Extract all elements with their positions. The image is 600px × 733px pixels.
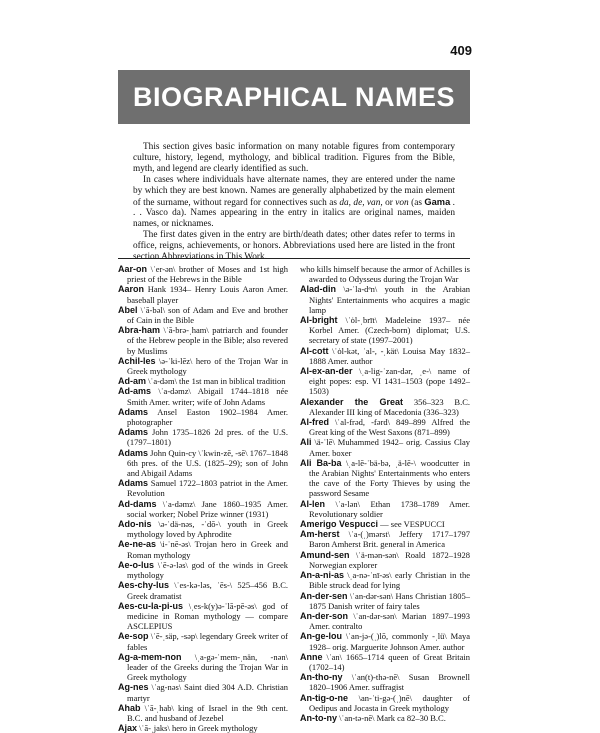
dictionary-entry: [118, 407, 288, 427]
section-divider: [118, 258, 470, 259]
entry-definition: \ˈan-tə-nē\ Mark ca 82–30 B.C.: [337, 712, 446, 723]
dictionary-entry: [118, 499, 288, 519]
entry-definition: \ˈa-lən\ Ethan 1738–1789 Amer. Revolutionary soldier: [309, 498, 470, 519]
intro-paragraph-3: The first dates given in the entry are birth/death dates; other dates refer to terms in office, reigns, achievements, or honors. Abbreviations used here are listed in the front section Abbreviations in This Work.: [133, 230, 455, 263]
dictionary-entry: [300, 652, 470, 672]
dictionary-entry: [118, 356, 288, 376]
entry-definition: \ˈal-frəd, -fərd\ 849–899 Alfred the Great king of the West Saxons (871–899): [309, 417, 470, 438]
entry-definition: \ˈā-brə-ˌham\ patriarch and founder of the Hebrew people in the Bible; also revered by Muslims: [127, 325, 288, 356]
entry-definition: \ə-ˈla-dᵊn\ youth in the Arabian Nights' Entertainments who acquires a magic lamp: [309, 284, 470, 315]
left-column: [118, 264, 288, 733]
entry-headword: Al-ex-an-der: [300, 366, 353, 377]
dictionary-entry: [300, 591, 470, 611]
entry-definition: \ˈa-(ˌ)mərst\ Jeffery 1717–1797 Baron Amherst Brit. general in America: [309, 529, 470, 550]
entry-definition: \ˈer-ən\ brother of Moses and 1st high priest of the Hebrews in the Bible: [127, 264, 288, 285]
dictionary-entry: [118, 682, 288, 702]
entry-headword: An-a-ni-as: [300, 570, 345, 581]
intro-paragraph-2: [133, 175, 455, 231]
dictionary-entry: [300, 529, 470, 549]
dictionary-entry: [118, 478, 288, 498]
entry-headword: An-der-sen: [300, 590, 348, 601]
dictionary-entry: [300, 631, 470, 651]
entry-definition: \ˈa-dəmz\ Jane 1860–1935 Amer. social worker; Nobel Prize winner (1931): [127, 498, 288, 519]
dictionary-entry: [300, 366, 470, 397]
entry-headword: Ad-dams: [118, 498, 157, 509]
entry-definition: \ˈan\ 1665–1714 queen of Great Britain (1702–14): [309, 651, 470, 672]
page-title: BIOGRAPHICAL NAMES: [132, 81, 456, 112]
entry-headword: Ad-am: [118, 376, 147, 387]
entry-definition: \ˈa-dəm\ the 1st man in biblical tradition: [146, 376, 286, 387]
entry-definition: \ˈä-mən-sən\ Roald 1872–1928 Norwegian explorer: [309, 549, 470, 570]
entry-headword: An-to-ny: [300, 712, 337, 723]
intro-p2-rest: . . . Vasco da). Names appearing in the entry in italics are original names, maiden names, or nicknames.: [133, 197, 455, 230]
entry-definition: \ˈā-ˌjaks\ hero in Greek mythology: [137, 723, 258, 733]
entry-definition: John Quin-cy \ˈkwin-zē, -sē\ 1767–1848 6th pres. of the U.S. (1825–29); son of John and Abigail Adams: [127, 447, 288, 479]
dictionary-entry: [300, 346, 470, 366]
intro-paragraph-1: This section gives basic information on many notable figures from contemporary culture, history, legend, mythology, and biblical tradition. Figures from the Bible, myth, and legend are clearly identified as such.: [133, 142, 455, 174]
entry-headword: Ad-ams: [118, 386, 152, 397]
dictionary-entry: [118, 448, 288, 479]
entry-definition: \i-ˈnē-əs\ Trojan hero in Greek and Roman mythology: [127, 539, 288, 560]
entry-headword: An-der-son: [300, 610, 348, 621]
dictionary-entry: [118, 519, 288, 539]
entry-headword: Ahab: [118, 702, 141, 713]
dictionary-entry: [300, 519, 470, 529]
dictionary-entry: [300, 264, 470, 284]
entry-definition: \ˈag-nəs\ Saint died 304 A.D. Christian martyr: [127, 682, 288, 703]
entry-definition: \ˈes-kə-ləs, ˈēs-\ 525–456 B.C. Greek dramatist: [127, 580, 288, 601]
entry-headword: Ae-ne-as: [118, 539, 157, 550]
entry-definition: \ä-ˈlē\ Muhammed 1942– orig. Cassius Clay Amer. boxer: [309, 437, 470, 458]
entry-headword: Ag-a-mem-non: [118, 651, 182, 662]
dictionary-entry: [118, 631, 288, 651]
dictionary-entry: [300, 499, 470, 519]
entry-headword: An-ge-lou: [300, 631, 342, 642]
entry-definition: \ə-ˈdä-nəs, -ˈdō-\ youth in Greek mythology loved by Aphrodite: [127, 519, 288, 540]
entry-definition: 356–323 B.C. Alexander III king of Macedonia (336–323): [309, 396, 470, 417]
entry-definition: \ˈȯl-ˌbrīt\ Madeleine 1937– née Korbel Amer. (Czech-born) diplomat; U.S. secretary of state (1997–2001): [309, 315, 470, 346]
dictionary-entry: [300, 284, 470, 315]
dictionary-entry: [300, 672, 470, 692]
entry-headword: Aes-cu-la-pi-us: [118, 600, 184, 611]
dictionary-entry: [118, 723, 288, 733]
dictionary-entry: [300, 397, 470, 417]
entry-headword: Al-cott: [300, 345, 329, 356]
entry-definition: \ə-ˈki-lēz\ hero of the Trojan War in Greek mythology: [127, 355, 288, 377]
right-column: [300, 264, 470, 723]
page-number: 409: [450, 43, 472, 58]
entry-headword: Ado-nis: [118, 519, 152, 530]
entry-definition: \ˌa-lē-ˈbä-bə, ˌä-lē-\ woodcutter in the Arabian Nights' Entertainments who enters the cave of the Forty Thieves by using the password Sesame: [309, 457, 470, 499]
entry-definition: \ˌa-lig-ˈzan-dər, ˌe-\ name of eight popes: esp. VI 1431–1503 (pope 1492–1503): [309, 366, 470, 397]
entry-definition: Hank 1934– Henry Louis Aaron Amer. baseball player: [127, 284, 288, 305]
entry-definition: \ˈā-bəl\ son of Adam and Eve and brother of Cain in the Bible: [127, 304, 288, 326]
entry-headword: Anne: [300, 651, 323, 662]
entry-definition: \ˈan-dər-sən\ Marian 1897–1993 Amer. contralto: [309, 610, 470, 632]
entry-definition: \ˈan-jə-(ˌ)lō, commonly -ˌlü\ Maya 1928– orig. Marguerite Johnson Amer. author: [309, 631, 470, 652]
title-banner: [118, 70, 470, 124]
entry-definition: \ˈā-ˌhab\ king of Israel in the 9th cent. B.C. and husband of Jezebel: [127, 702, 288, 723]
entry-definition: \ˌa-gə-ˈmem-ˌnän, -nən\ leader of the Greeks during the Trojan War in Greek mythology: [127, 651, 288, 683]
entry-headword: Adams: [118, 447, 149, 458]
entry-headword: An-tho-ny: [300, 672, 343, 683]
dictionary-entry: [300, 693, 470, 713]
entry-headword: Ali Ba-ba: [300, 457, 342, 468]
entry-definition: \ˈē-ˌsäp, -səp\ legendary Greek writer of fables: [127, 631, 288, 652]
entry-headword: Achil-les: [118, 355, 156, 366]
entry-definition: — see VESPUCCI: [378, 519, 445, 530]
entry-headword: Amund-sen: [300, 549, 350, 560]
dictionary-entry: [300, 611, 470, 631]
entry-headword: Alad-din: [300, 284, 336, 295]
entry-definition: \ˌes-k(y)ə-ˈlā-pē-əs\ god of medicine in Roman mythology — compare ASCLEPIUS: [127, 600, 288, 632]
entry-definition: John 1735–1826 2d pres. of the U.S. (1797–1801): [127, 427, 288, 448]
entry-headword: Alexander the Great: [300, 396, 403, 407]
entry-definition: \ˈē-ə-ləs\ god of the winds in Greek mythology: [127, 559, 288, 581]
entry-headword: Ali: [300, 437, 312, 448]
entry-headword: Adams: [118, 478, 149, 489]
intro-p2-connectives: da, de, van,: [339, 197, 383, 208]
intro-p2-gama: Gama: [424, 196, 451, 207]
entry-headword: Ajax: [118, 723, 138, 733]
dictionary-entry: [300, 315, 470, 346]
dictionary-entry: [300, 417, 470, 437]
intro-p2-or: or: [382, 197, 396, 208]
dictionary-entry: [118, 580, 288, 600]
entry-definition: \ˈa-dəmz\ Abigail 1744–1818 née Smith Amer. writer; wife of John Adams: [127, 386, 288, 407]
entry-headword: An-tig-o-ne: [300, 692, 348, 703]
entry-headword: Amerigo Vespucci: [300, 519, 379, 530]
entry-headword: Am-herst: [300, 529, 340, 540]
entry-definition: \ˌa-nə-ˈnī-əs\ early Christian in the Bible struck dead for lying: [309, 570, 470, 591]
entry-headword: Aaron: [118, 284, 145, 295]
entry-headword: Abel: [118, 304, 138, 315]
intro-p2-text: In cases where individuals have alternate names, they are entered under the name by which they are best known. Names are generally alphabetized by the main element of the surname, without regard for connectives such as: [133, 174, 455, 208]
dictionary-entry: [118, 427, 288, 447]
dictionary-entry: [118, 560, 288, 580]
dictionary-entry: [118, 652, 288, 683]
entry-headword: Ag-nes: [118, 682, 149, 693]
intro-text: [133, 142, 455, 263]
entry-headword: Al-len: [300, 498, 326, 509]
dictionary-entry: [118, 305, 288, 325]
entry-headword: Abra-ham: [118, 325, 161, 336]
entry-headword: Al-bright: [300, 315, 338, 326]
dictionary-entry: [118, 284, 288, 304]
dictionary-entry: [118, 703, 288, 723]
dictionary-entry: [118, 601, 288, 632]
entry-headword: Aar-on: [118, 264, 147, 274]
entry-definition: Samuel 1722–1803 patriot in the Amer. Revolution: [127, 478, 288, 499]
dictionary-entry: [300, 570, 470, 590]
entry-definition: \ˈȯl-kət, ˈal-, -ˌkät\ Louisa May 1832–1888 Amer. author: [309, 345, 470, 366]
entry-definition: Ansel Easton 1902–1984 Amer. photographer: [127, 406, 288, 428]
dictionary-entry: [118, 386, 288, 406]
entry-headword: Ae-o-lus: [118, 559, 154, 570]
entry-headword: Ae-sop: [118, 631, 149, 642]
entry-headword: Al-fred: [300, 417, 329, 428]
intro-p2-as: (as: [408, 197, 425, 208]
dictionary-entry: [118, 325, 288, 356]
dictionary-entry: [118, 264, 288, 284]
entry-definition: who kills himself because the armor of Achilles is awarded to Odysseus during the Trojan War: [300, 264, 470, 285]
dictionary-entry: [118, 539, 288, 559]
entry-headword: Aes-chy-lus: [118, 580, 170, 591]
dictionary-entry: [300, 713, 470, 723]
entry-headword: Adams: [118, 406, 149, 417]
intro-p2-von: von: [395, 197, 409, 208]
dictionary-entry: [300, 437, 470, 457]
entry-headword: Adams: [118, 427, 149, 438]
dictionary-entry: [300, 550, 470, 570]
entry-definition: \an-ˈti-gə-(ˌ)nē\ daughter of Oedipus and Jocasta in Greek mythology: [309, 692, 470, 713]
dictionary-entry: [118, 376, 288, 386]
dictionary-entry: [300, 458, 470, 499]
entry-definition: \ˈan-dər-sən\ Hans Christian 1805–1875 Danish writer of fairy tales: [309, 590, 470, 611]
entry-definition: \ˈan(t)-thə-nē\ Susan Brownell 1820–1906 Amer. suffragist: [309, 672, 470, 693]
